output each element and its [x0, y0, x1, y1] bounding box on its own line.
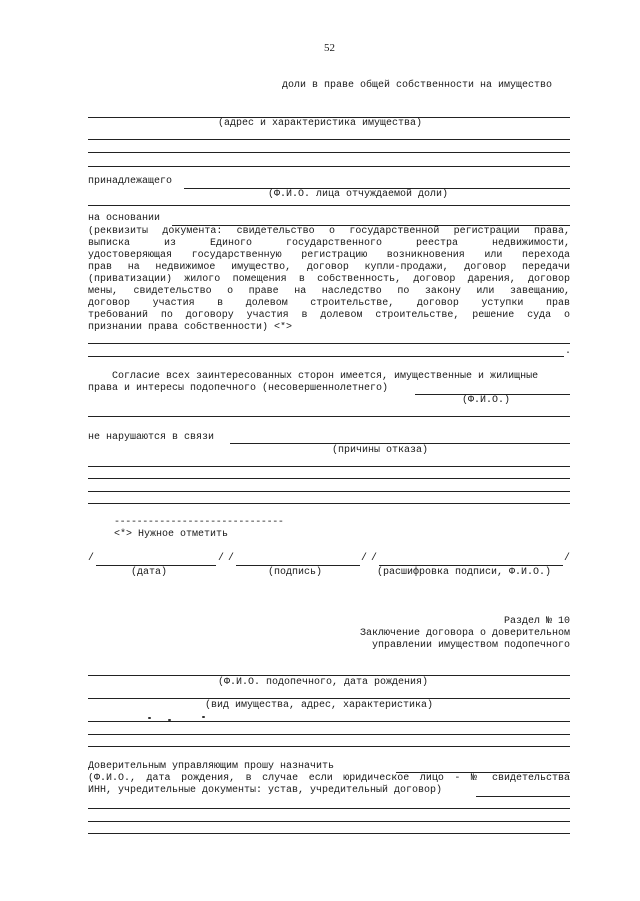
consent-line-2[interactable]	[88, 416, 570, 417]
basis-label: на основании	[88, 213, 161, 224]
fio-caption: (Ф.И.О.)	[462, 395, 511, 406]
consent-text-line-1: Согласие всех заинтересованных сторон имеется, имущественные и жилищные	[112, 371, 539, 382]
property-line-3[interactable]	[88, 734, 570, 735]
reasons-line-3[interactable]	[88, 478, 570, 479]
basis-text-line: удостоверяющая государственную регистрацию возникновения или перехода	[88, 250, 570, 261]
property-field-line[interactable]	[88, 698, 570, 699]
period-mark: .	[565, 346, 572, 357]
scan-speck	[202, 716, 205, 718]
trustee-text-line-2: ИНН, учредительные документы: устав, учредительный договор)	[88, 785, 443, 796]
basis-text-line: (приватизации) жилого помещения в собственность, договор дарения, договор	[88, 274, 570, 285]
decoding-field-line[interactable]	[379, 565, 563, 566]
ward-field-line[interactable]	[88, 675, 570, 676]
belonging-label: принадлежащего	[88, 176, 173, 187]
date-caption: (дата)	[131, 567, 168, 578]
basis-text-line: выписка из Единого государственного реестра недвижимости,	[88, 238, 570, 249]
section-10-title: Раздел № 10	[503, 616, 570, 627]
trustee-line-5[interactable]	[88, 833, 570, 834]
owner-line-2[interactable]	[88, 205, 570, 206]
ward-caption: (Ф.И.О. подопечного, дата рождения)	[218, 677, 429, 688]
basis-text-line: (реквизиты документа: свидетельство о государственной регистрации права,	[88, 226, 570, 237]
footnote-separator: ------------------------------	[114, 517, 284, 528]
section-10-subtitle-1: Заключение договора о доверительном	[359, 628, 570, 639]
property-line-2[interactable]	[88, 139, 570, 140]
slash-mark: /	[371, 553, 378, 564]
reasons-caption: (причины отказа)	[332, 445, 429, 456]
signature-caption: (подпись)	[268, 567, 323, 578]
slash-mark: /	[361, 553, 368, 564]
trustee-line-3[interactable]	[88, 808, 570, 809]
basis-text-line: требований по договору участия в долевом строительстве, решение суда о	[88, 310, 570, 321]
scan-speck	[148, 717, 151, 719]
basis-line-3[interactable]	[88, 356, 564, 357]
trustee-field-line-2[interactable]	[476, 796, 570, 797]
basis-text-line: мены, свидетельство о праве на наследство по закону или завещанию,	[88, 286, 570, 297]
basis-text-line: договор участия в долевом строительстве, договор уступки прав	[88, 298, 570, 309]
signature-field-line[interactable]	[236, 565, 360, 566]
slash-mark: /	[218, 553, 225, 564]
property-line-4[interactable]	[88, 166, 570, 167]
trustee-text-line-1: (Ф.И.О., дата рождения, в случае если юридическое лицо - № свидетельства	[88, 773, 570, 784]
property-line-2[interactable]	[88, 721, 570, 722]
consent-text-line-2: права и интересы подопечного (несовершеннолетнего)	[88, 383, 389, 394]
section-10-subtitle-2: управлении имуществом подопечного	[371, 640, 570, 651]
basis-text-line: признании права собственности) <*>	[88, 322, 293, 333]
scan-speck	[168, 719, 171, 721]
share-heading: доли в праве общей собственности на имущество	[282, 80, 553, 91]
page-number: 52	[324, 42, 335, 54]
trustee-label: Доверительным управляющим прошу назначить	[88, 761, 335, 772]
owner-caption: (Ф.И.О. лица отчуждаемой доли)	[268, 189, 449, 200]
slash-mark: /	[228, 553, 235, 564]
trustee-line-4[interactable]	[88, 821, 570, 822]
reasons-line-4[interactable]	[88, 491, 570, 492]
slash-mark: /	[564, 553, 571, 564]
reasons-field-line[interactable]	[230, 443, 570, 444]
slash-mark: /	[88, 553, 95, 564]
property-caption: (адрес и характеристика имущества)	[218, 118, 423, 129]
basis-line-2[interactable]	[88, 343, 570, 344]
decoding-caption: (расшифровка подписи, Ф.И.О.)	[377, 567, 552, 578]
not-violated-label: не нарушаются в связи	[88, 432, 215, 443]
reasons-line-5[interactable]	[88, 503, 570, 504]
basis-text-line: прав на недвижимое имущество, договор купли-продажи, договор передачи	[88, 262, 570, 273]
property-line-4[interactable]	[88, 746, 570, 747]
footnote-text: <*> Нужное отметить	[114, 529, 229, 540]
property-line-3[interactable]	[88, 152, 570, 153]
reasons-line-2[interactable]	[88, 466, 570, 467]
property-caption: (вид имущества, адрес, характеристика)	[205, 700, 434, 711]
date-field-line[interactable]	[96, 565, 216, 566]
